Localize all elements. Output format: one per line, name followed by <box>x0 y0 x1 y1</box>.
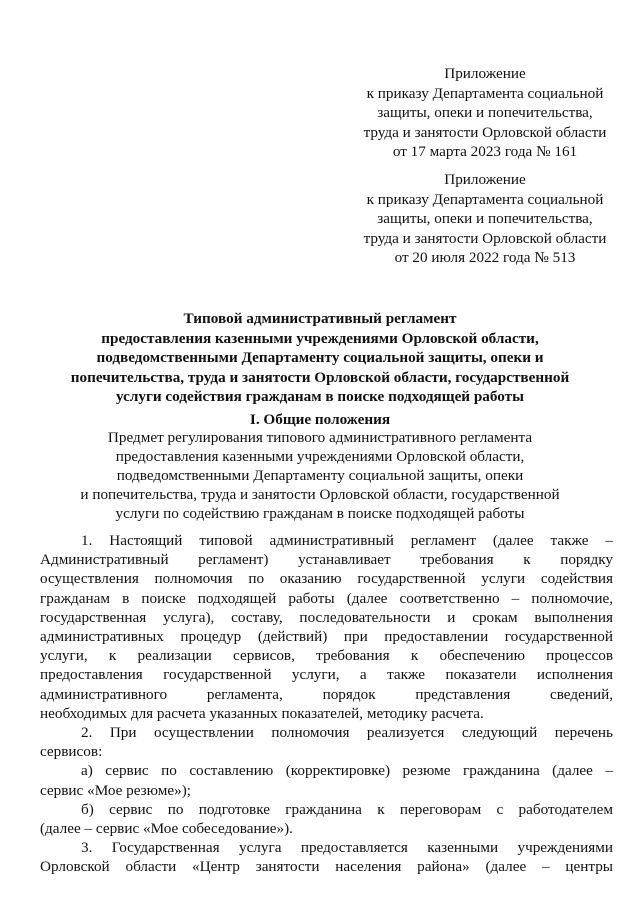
appendix-line: труда и занятости Орловской области <box>363 229 607 247</box>
paragraph-2 <box>40 723 613 761</box>
paragraph-3 <box>40 838 613 876</box>
text-line: Орловской области «Центр занятости населения района» (далее – центры <box>40 858 613 876</box>
text-line: сервисов: <box>40 743 103 761</box>
appendix-line: от 20 июля 2022 года № 513 <box>394 249 576 266</box>
text-line: осуществления полномочия по оказанию государственной услуги содействия <box>40 570 613 588</box>
appendix-line: от 17 марта 2023 года № 161 <box>392 143 578 160</box>
text-line: Административный регламент) устанавливает требования к порядку <box>40 551 613 569</box>
subject-line: Предмет регулирования типового административного регламента <box>107 429 533 446</box>
appendix-line: труда и занятости Орловской области <box>363 123 607 141</box>
appendix-line: Приложение <box>444 171 526 188</box>
title-line: предоставления казенными учреждениями Орловской области, <box>101 329 539 347</box>
appendix-line: Приложение <box>444 65 526 82</box>
text-line: (далее – сервис «Мое собеседование»). <box>40 820 293 838</box>
paragraph-2b <box>40 800 613 838</box>
body-text <box>40 531 613 877</box>
title-line: попечительства, труда и занятости Орловской области, государственной <box>70 368 570 386</box>
text-line: гражданам в поиске подходящей работы (далее соответственно – полномочие, <box>40 589 613 607</box>
text-line: необходимых для расчета указанных показателей, методику расчета. <box>40 704 484 722</box>
text-line: 1. Настоящий типовой административный регламент (далее также – <box>81 532 613 549</box>
text-line: 2. При осуществлении полномочия реализуется следующий перечень <box>81 724 613 742</box>
text-line: государственная услуга), составу, последовательности и срокам выполнения <box>40 608 613 626</box>
title-line: Типовой административный регламент <box>183 310 457 327</box>
appendix-line: защиты, опеки и попечительства, <box>377 104 593 121</box>
appendix-line: защиты, опеки и попечительства, <box>377 210 593 227</box>
section-subject <box>20 428 620 523</box>
paragraph-1 <box>40 531 613 723</box>
appendix-line: к приказу Департамента социальной <box>366 84 604 102</box>
text-line: административного регламента, порядок представления сведений, <box>40 685 613 703</box>
subject-line: и попечительства, труда и занятости Орловской области, государственной <box>80 486 560 503</box>
appendix-header-original <box>340 170 630 268</box>
title-line: услуги содействия гражданам в поиске подходящей работы <box>115 388 525 405</box>
text-line: сервис «Мое резюме»); <box>40 781 192 799</box>
appendix-line: к приказу Департамента социальной <box>366 190 604 208</box>
text-line: б) сервис по подготовке гражданина к переговорам с работодателем <box>81 800 613 818</box>
text-line: административных процедур (действий) при предоставлении государственной <box>40 628 613 646</box>
appendix-header-current <box>340 64 630 162</box>
text-line: услуги, к реализации сервисов, требования к обеспечению процессов <box>40 647 613 665</box>
text-line: 3. Государственная услуга предоставляется казенными учреждениями <box>81 839 613 857</box>
subject-line: предоставления казенными учреждениями Орловской области, <box>115 448 525 465</box>
title-line: подведомственными Департаменту социальной защиты, опеки и <box>96 349 544 366</box>
text-line: предоставления государственной услуги, а также показатели исполнения <box>40 666 613 684</box>
subject-line: услуги по содействию гражданам в поиске подходящей работы <box>115 505 525 522</box>
document-title <box>20 309 620 407</box>
text-line: а) сервис по составлению (корректировке) резюме гражданина (далее – <box>81 762 613 780</box>
section-heading: I. Общие положения <box>249 411 391 428</box>
paragraph-2a <box>40 761 613 799</box>
subject-line: подведомственными Департаменту социальной защиты, опеки <box>116 467 524 484</box>
